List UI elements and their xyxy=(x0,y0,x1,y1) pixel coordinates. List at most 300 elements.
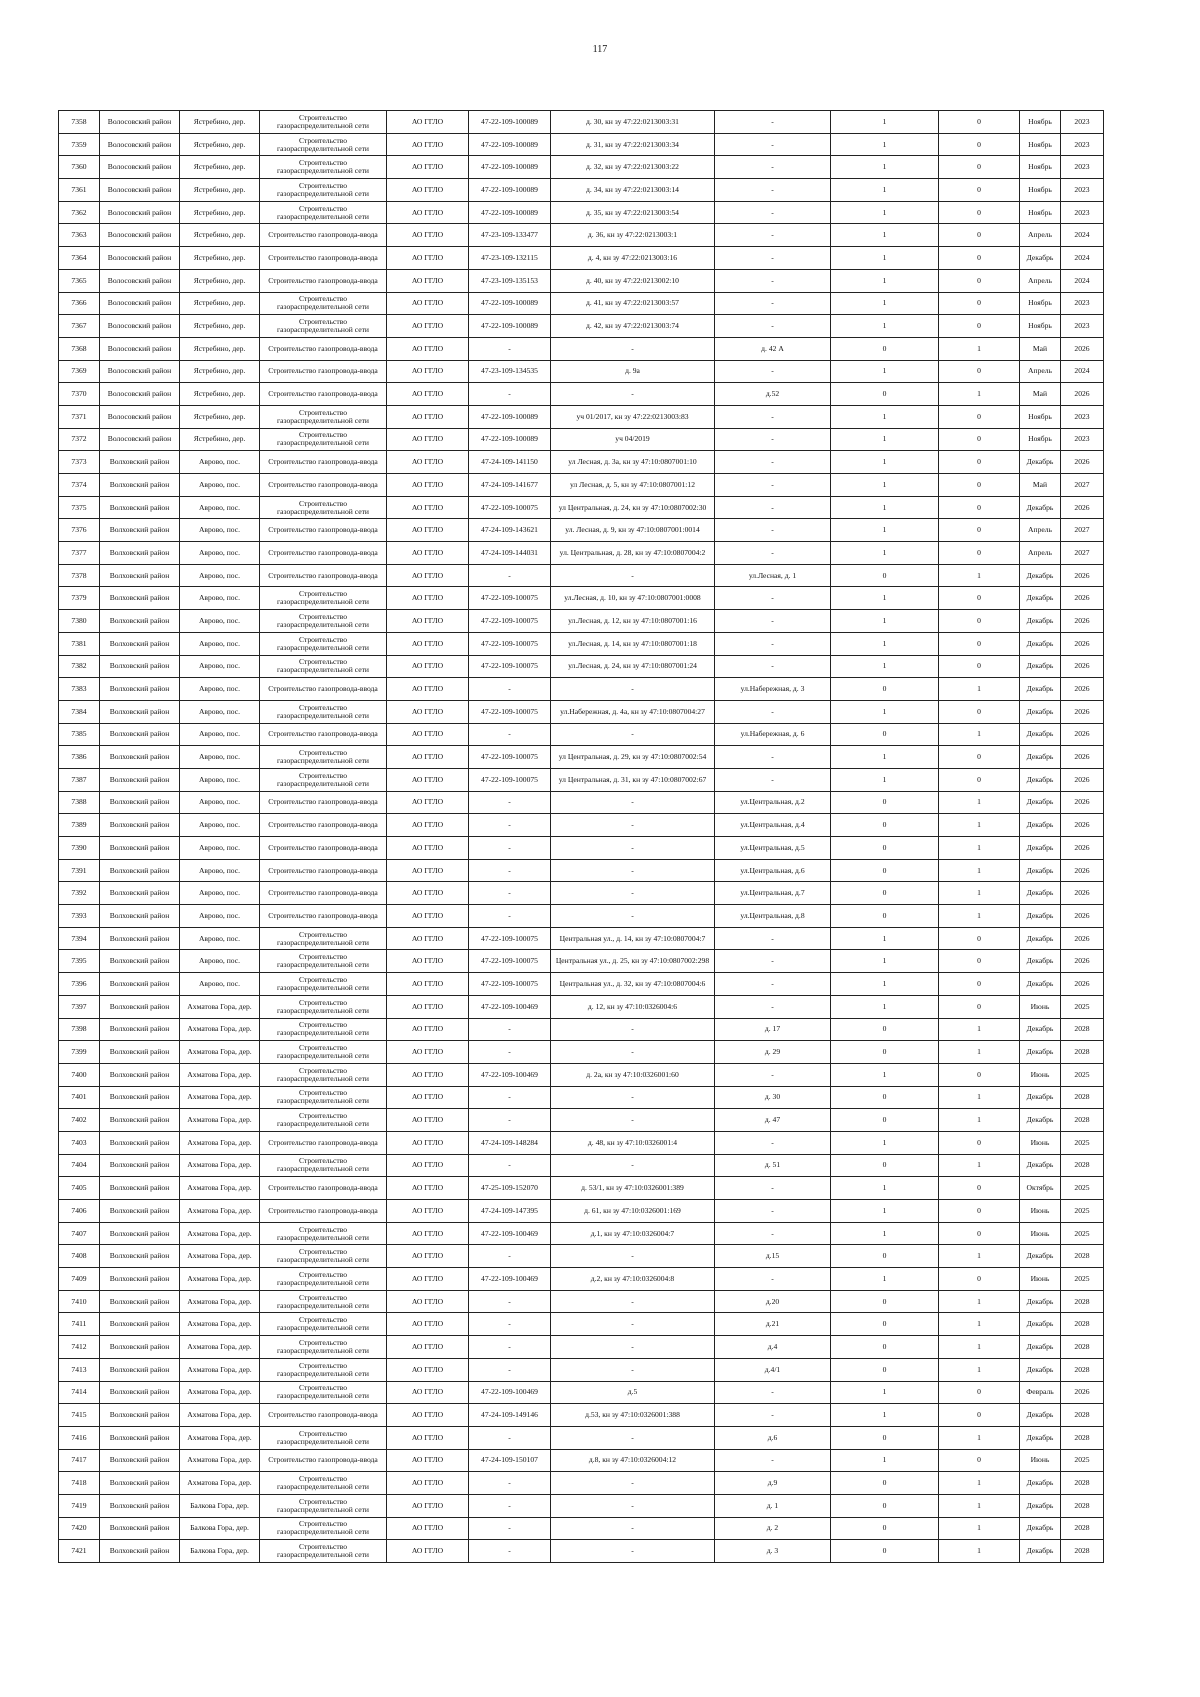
planned-count-cell: 0 xyxy=(939,179,1020,202)
district-cell: Волховский район xyxy=(100,950,180,973)
row-number-cell: 7379 xyxy=(59,587,100,610)
settlement-cell: Ястребино, дер. xyxy=(180,337,260,360)
application-number-cell: 47-23-109-135153 xyxy=(469,269,551,292)
object-address-cell: д.5 xyxy=(551,1381,715,1404)
connected-count-cell: 1 xyxy=(831,428,939,451)
connected-count-cell: 0 xyxy=(831,1336,939,1359)
settlement-cell: Аврово, пос. xyxy=(180,905,260,928)
table-row xyxy=(59,678,1104,701)
settlement-cell: Ястребино, дер. xyxy=(180,269,260,292)
organization-cell: АО ГГЛО xyxy=(387,1290,469,1313)
application-number-cell: - xyxy=(469,1290,551,1313)
month-cell: Декабрь xyxy=(1020,655,1061,678)
planned-count-cell: 0 xyxy=(939,133,1020,156)
planned-address-cell: д.21 xyxy=(715,1313,831,1336)
planned-address-cell: д.9 xyxy=(715,1472,831,1495)
settlement-cell: Аврово, пос. xyxy=(180,655,260,678)
object-address-cell: - xyxy=(551,814,715,837)
application-number-cell: - xyxy=(469,859,551,882)
year-cell: 2028 xyxy=(1061,1290,1104,1313)
month-cell: Декабрь xyxy=(1020,1404,1061,1427)
row-number-cell: 7399 xyxy=(59,1041,100,1064)
connected-count-cell: 0 xyxy=(831,1426,939,1449)
settlement-cell: Аврово, пос. xyxy=(180,610,260,633)
object-address-cell: ул Центральная, д. 29, кн зу 47:10:0807002:54 xyxy=(551,746,715,769)
month-cell: Апрель xyxy=(1020,360,1061,383)
row-number-cell: 7389 xyxy=(59,814,100,837)
organization-cell: АО ГГЛО xyxy=(387,111,469,134)
row-number-cell: 7418 xyxy=(59,1472,100,1495)
year-cell: 2023 xyxy=(1061,405,1104,428)
object-address-cell: - xyxy=(551,1154,715,1177)
connected-count-cell: 1 xyxy=(831,632,939,655)
district-cell: Волховский район xyxy=(100,859,180,882)
month-cell: Декабрь xyxy=(1020,587,1061,610)
table-row xyxy=(59,995,1104,1018)
object-address-cell: д. 32, кн зу 47:22:0213003:22 xyxy=(551,156,715,179)
month-cell: Апрель xyxy=(1020,519,1061,542)
organization-cell: АО ГГЛО xyxy=(387,610,469,633)
district-cell: Волховский район xyxy=(100,927,180,950)
planned-address-cell: - xyxy=(715,927,831,950)
planned-count-cell: 1 xyxy=(939,337,1020,360)
table-row xyxy=(59,474,1104,497)
planned-count-cell: 0 xyxy=(939,451,1020,474)
planned-count-cell: 0 xyxy=(939,1381,1020,1404)
planned-address-cell: - xyxy=(715,360,831,383)
connected-count-cell: 0 xyxy=(831,1540,939,1563)
planned-count-cell: 1 xyxy=(939,1245,1020,1268)
object-address-cell: д. 30, кн зу 47:22:0213003:31 xyxy=(551,111,715,134)
planned-address-cell: - xyxy=(715,269,831,292)
connected-count-cell: 1 xyxy=(831,1131,939,1154)
row-number-cell: 7367 xyxy=(59,315,100,338)
month-cell: Декабрь xyxy=(1020,496,1061,519)
district-cell: Волховский район xyxy=(100,1109,180,1132)
year-cell: 2028 xyxy=(1061,1313,1104,1336)
work-type-cell: Строительство газопровода-ввода xyxy=(260,1449,387,1472)
planned-address-cell: д. 51 xyxy=(715,1154,831,1177)
month-cell: Декабрь xyxy=(1020,791,1061,814)
organization-cell: АО ГГЛО xyxy=(387,905,469,928)
year-cell: 2026 xyxy=(1061,905,1104,928)
work-type-cell: Строительство газораспределительной сети xyxy=(260,587,387,610)
year-cell: 2024 xyxy=(1061,269,1104,292)
application-number-cell: - xyxy=(469,905,551,928)
work-type-cell: Строительство газопровода-ввода xyxy=(260,224,387,247)
table-row xyxy=(59,837,1104,860)
organization-cell: АО ГГЛО xyxy=(387,1245,469,1268)
district-cell: Волосовский район xyxy=(100,201,180,224)
settlement-cell: Ахматова Гора, дер. xyxy=(180,1472,260,1495)
work-type-cell: Строительство газораспределительной сети xyxy=(260,700,387,723)
organization-cell: АО ГГЛО xyxy=(387,133,469,156)
row-number-cell: 7412 xyxy=(59,1336,100,1359)
planned-address-cell: - xyxy=(715,700,831,723)
table-row xyxy=(59,1131,1104,1154)
month-cell: Июнь xyxy=(1020,1449,1061,1472)
settlement-cell: Балкова Гора, дер. xyxy=(180,1540,260,1563)
settlement-cell: Аврово, пос. xyxy=(180,746,260,769)
year-cell: 2026 xyxy=(1061,451,1104,474)
connected-count-cell: 1 xyxy=(831,1222,939,1245)
month-cell: Декабрь xyxy=(1020,1109,1061,1132)
organization-cell: АО ГГЛО xyxy=(387,723,469,746)
planned-count-cell: 0 xyxy=(939,1268,1020,1291)
work-type-cell: Строительство газораспределительной сети xyxy=(260,927,387,950)
connected-count-cell: 1 xyxy=(831,405,939,428)
month-cell: Декабрь xyxy=(1020,1517,1061,1540)
table-row xyxy=(59,1109,1104,1132)
planned-address-cell: д. 42 А xyxy=(715,337,831,360)
planned-address-cell: ул.Центральная, д.5 xyxy=(715,837,831,860)
month-cell: Декабрь xyxy=(1020,451,1061,474)
year-cell: 2027 xyxy=(1061,542,1104,565)
row-number-cell: 7382 xyxy=(59,655,100,678)
organization-cell: АО ГГЛО xyxy=(387,383,469,406)
settlement-cell: Аврово, пос. xyxy=(180,496,260,519)
object-address-cell: - xyxy=(551,1540,715,1563)
object-address-cell: - xyxy=(551,1426,715,1449)
settlement-cell: Ахматова Гора, дер. xyxy=(180,1086,260,1109)
work-type-cell: Строительство газораспределительной сети xyxy=(260,610,387,633)
planned-count-cell: 1 xyxy=(939,791,1020,814)
planned-address-cell: - xyxy=(715,1177,831,1200)
planned-address-cell: д.6 xyxy=(715,1426,831,1449)
connected-count-cell: 1 xyxy=(831,768,939,791)
planned-address-cell: ул.Центральная, д.4 xyxy=(715,814,831,837)
month-cell: Май xyxy=(1020,337,1061,360)
month-cell: Декабрь xyxy=(1020,247,1061,270)
organization-cell: АО ГГЛО xyxy=(387,1200,469,1223)
row-number-cell: 7421 xyxy=(59,1540,100,1563)
planned-count-cell: 1 xyxy=(939,564,1020,587)
table-row xyxy=(59,1290,1104,1313)
organization-cell: АО ГГЛО xyxy=(387,201,469,224)
year-cell: 2026 xyxy=(1061,791,1104,814)
application-number-cell: - xyxy=(469,1245,551,1268)
district-cell: Волховский район xyxy=(100,1494,180,1517)
organization-cell: АО ГГЛО xyxy=(387,337,469,360)
row-number-cell: 7376 xyxy=(59,519,100,542)
connected-count-cell: 0 xyxy=(831,1517,939,1540)
year-cell: 2028 xyxy=(1061,1336,1104,1359)
organization-cell: АО ГГЛО xyxy=(387,791,469,814)
work-type-cell: Строительство газопровода-ввода xyxy=(260,882,387,905)
planned-address-cell: д.52 xyxy=(715,383,831,406)
row-number-cell: 7397 xyxy=(59,995,100,1018)
row-number-cell: 7375 xyxy=(59,496,100,519)
application-number-cell: 47-22-109-100075 xyxy=(469,632,551,655)
connected-count-cell: 0 xyxy=(831,1041,939,1064)
month-cell: Ноябрь xyxy=(1020,292,1061,315)
row-number-cell: 7410 xyxy=(59,1290,100,1313)
connected-count-cell: 1 xyxy=(831,927,939,950)
planned-count-cell: 0 xyxy=(939,224,1020,247)
work-type-cell: Строительство газопровода-ввода xyxy=(260,1200,387,1223)
month-cell: Декабрь xyxy=(1020,1358,1061,1381)
settlement-cell: Аврово, пос. xyxy=(180,700,260,723)
table-row xyxy=(59,1313,1104,1336)
planned-address-cell: д.20 xyxy=(715,1290,831,1313)
district-cell: Волосовский район xyxy=(100,156,180,179)
connected-count-cell: 1 xyxy=(831,746,939,769)
table-row xyxy=(59,768,1104,791)
planned-count-cell: 1 xyxy=(939,859,1020,882)
table-row xyxy=(59,905,1104,928)
application-number-cell: 47-22-109-100469 xyxy=(469,1268,551,1291)
application-number-cell: - xyxy=(469,1154,551,1177)
application-number-cell: 47-23-109-133477 xyxy=(469,224,551,247)
month-cell: Декабрь xyxy=(1020,950,1061,973)
work-type-cell: Строительство газопровода-ввода xyxy=(260,905,387,928)
year-cell: 2023 xyxy=(1061,315,1104,338)
year-cell: 2027 xyxy=(1061,474,1104,497)
organization-cell: АО ГГЛО xyxy=(387,542,469,565)
planned-count-cell: 1 xyxy=(939,1313,1020,1336)
table-row xyxy=(59,405,1104,428)
month-cell: Декабрь xyxy=(1020,973,1061,996)
work-type-cell: Строительство газораспределительной сети xyxy=(260,1494,387,1517)
work-type-cell: Строительство газораспределительной сети xyxy=(260,315,387,338)
object-address-cell: ул.Лесная, д. 14, кн зу 47:10:0807001:18 xyxy=(551,632,715,655)
connected-count-cell: 1 xyxy=(831,111,939,134)
object-address-cell: д. 9а xyxy=(551,360,715,383)
district-cell: Волосовский район xyxy=(100,405,180,428)
month-cell: Ноябрь xyxy=(1020,111,1061,134)
month-cell: Ноябрь xyxy=(1020,428,1061,451)
planned-count-cell: 1 xyxy=(939,905,1020,928)
application-number-cell: - xyxy=(469,791,551,814)
table-row xyxy=(59,1540,1104,1563)
connected-count-cell: 1 xyxy=(831,1200,939,1223)
row-number-cell: 7372 xyxy=(59,428,100,451)
table-row xyxy=(59,1426,1104,1449)
object-address-cell: - xyxy=(551,1517,715,1540)
organization-cell: АО ГГЛО xyxy=(387,882,469,905)
connected-count-cell: 1 xyxy=(831,247,939,270)
planned-count-cell: 0 xyxy=(939,587,1020,610)
month-cell: Июнь xyxy=(1020,1222,1061,1245)
district-cell: Волосовский район xyxy=(100,315,180,338)
row-number-cell: 7411 xyxy=(59,1313,100,1336)
table-row xyxy=(59,1404,1104,1427)
table-row xyxy=(59,269,1104,292)
settlement-cell: Аврово, пос. xyxy=(180,927,260,950)
object-address-cell: - xyxy=(551,564,715,587)
connected-count-cell: 0 xyxy=(831,859,939,882)
table-row xyxy=(59,927,1104,950)
month-cell: Декабрь xyxy=(1020,1154,1061,1177)
object-address-cell: Центральная ул., д. 32, кн зу 47:10:0807004:6 xyxy=(551,973,715,996)
month-cell: Ноябрь xyxy=(1020,315,1061,338)
application-number-cell: - xyxy=(469,723,551,746)
planned-count-cell: 0 xyxy=(939,111,1020,134)
application-number-cell: 47-22-109-100089 xyxy=(469,315,551,338)
planned-address-cell: - xyxy=(715,768,831,791)
month-cell: Декабрь xyxy=(1020,746,1061,769)
application-number-cell: 47-22-109-100089 xyxy=(469,133,551,156)
object-address-cell: - xyxy=(551,337,715,360)
district-cell: Волховский район xyxy=(100,451,180,474)
settlement-cell: Ахматова Гора, дер. xyxy=(180,1245,260,1268)
organization-cell: АО ГГЛО xyxy=(387,814,469,837)
work-type-cell: Строительство газораспределительной сети xyxy=(260,768,387,791)
work-type-cell: Строительство газораспределительной сети xyxy=(260,1109,387,1132)
year-cell: 2024 xyxy=(1061,360,1104,383)
organization-cell: АО ГГЛО xyxy=(387,360,469,383)
work-type-cell: Строительство газопровода-ввода xyxy=(260,1177,387,1200)
table-row xyxy=(59,1449,1104,1472)
object-address-cell: ул Лесная, д. 5, кн зу 47:10:0807001:12 xyxy=(551,474,715,497)
organization-cell: АО ГГЛО xyxy=(387,496,469,519)
planned-address-cell: ул.Набережная, д. 3 xyxy=(715,678,831,701)
work-type-cell: Строительство газопровода-ввода xyxy=(260,519,387,542)
organization-cell: АО ГГЛО xyxy=(387,1358,469,1381)
year-cell: 2028 xyxy=(1061,1154,1104,1177)
connected-count-cell: 0 xyxy=(831,1086,939,1109)
planned-count-cell: 0 xyxy=(939,610,1020,633)
object-address-cell: - xyxy=(551,1336,715,1359)
district-cell: Волховский район xyxy=(100,723,180,746)
month-cell: Ноябрь xyxy=(1020,405,1061,428)
connected-count-cell: 1 xyxy=(831,292,939,315)
work-type-cell: Строительство газопровода-ввода xyxy=(260,1131,387,1154)
object-address-cell: д. 40, кн зу 47:22:0213002:10 xyxy=(551,269,715,292)
application-number-cell: 47-24-109-143621 xyxy=(469,519,551,542)
connected-count-cell: 0 xyxy=(831,1290,939,1313)
planned-count-cell: 1 xyxy=(939,383,1020,406)
planned-address-cell: д. 3 xyxy=(715,1540,831,1563)
object-address-cell: - xyxy=(551,1358,715,1381)
settlement-cell: Ястребино, дер. xyxy=(180,360,260,383)
planned-address-cell: - xyxy=(715,1449,831,1472)
work-type-cell: Строительство газораспределительной сети xyxy=(260,1540,387,1563)
district-cell: Волосовский район xyxy=(100,269,180,292)
year-cell: 2026 xyxy=(1061,814,1104,837)
year-cell: 2026 xyxy=(1061,337,1104,360)
organization-cell: АО ГГЛО xyxy=(387,1131,469,1154)
planned-count-cell: 0 xyxy=(939,156,1020,179)
object-address-cell: д. 4, кн зу 47:22:0213003:16 xyxy=(551,247,715,270)
connected-count-cell: 1 xyxy=(831,496,939,519)
application-number-cell: 47-24-109-147395 xyxy=(469,1200,551,1223)
row-number-cell: 7366 xyxy=(59,292,100,315)
table-row xyxy=(59,587,1104,610)
organization-cell: АО ГГЛО xyxy=(387,1404,469,1427)
planned-count-cell: 0 xyxy=(939,1222,1020,1245)
month-cell: Декабрь xyxy=(1020,1472,1061,1495)
connected-count-cell: 0 xyxy=(831,1245,939,1268)
table-row xyxy=(59,1381,1104,1404)
organization-cell: АО ГГЛО xyxy=(387,859,469,882)
planned-count-cell: 0 xyxy=(939,655,1020,678)
organization-cell: АО ГГЛО xyxy=(387,247,469,270)
row-number-cell: 7420 xyxy=(59,1517,100,1540)
table-row xyxy=(59,1517,1104,1540)
planned-count-cell: 1 xyxy=(939,837,1020,860)
work-type-cell: Строительство газораспределительной сети xyxy=(260,133,387,156)
settlement-cell: Ястребино, дер. xyxy=(180,224,260,247)
connected-count-cell: 1 xyxy=(831,973,939,996)
work-type-cell: Строительство газораспределительной сети xyxy=(260,1086,387,1109)
object-address-cell: ул.Лесная, д. 10, кн зу 47:10:0807001:0008 xyxy=(551,587,715,610)
year-cell: 2028 xyxy=(1061,1540,1104,1563)
object-address-cell: д.53, кн зу 47:10:0326001:388 xyxy=(551,1404,715,1427)
planned-count-cell: 0 xyxy=(939,995,1020,1018)
settlement-cell: Ястребино, дер. xyxy=(180,179,260,202)
planned-address-cell: - xyxy=(715,995,831,1018)
settlement-cell: Ахматова Гора, дер. xyxy=(180,1018,260,1041)
planned-count-cell: 1 xyxy=(939,1018,1020,1041)
application-number-cell: 47-22-109-100089 xyxy=(469,179,551,202)
row-number-cell: 7387 xyxy=(59,768,100,791)
planned-address-cell: - xyxy=(715,1200,831,1223)
row-number-cell: 7358 xyxy=(59,111,100,134)
connected-count-cell: 1 xyxy=(831,269,939,292)
year-cell: 2028 xyxy=(1061,1041,1104,1064)
object-address-cell: ул. Центральная, д. 28, кн зу 47:10:0807004:2 xyxy=(551,542,715,565)
connected-count-cell: 0 xyxy=(831,1494,939,1517)
planned-count-cell: 0 xyxy=(939,269,1020,292)
organization-cell: АО ГГЛО xyxy=(387,1018,469,1041)
row-number-cell: 7414 xyxy=(59,1381,100,1404)
planned-count-cell: 1 xyxy=(939,1540,1020,1563)
organization-cell: АО ГГЛО xyxy=(387,1086,469,1109)
table-row xyxy=(59,451,1104,474)
month-cell: Апрель xyxy=(1020,269,1061,292)
year-cell: 2026 xyxy=(1061,973,1104,996)
table-row xyxy=(59,1177,1104,1200)
year-cell: 2025 xyxy=(1061,1449,1104,1472)
month-cell: Декабрь xyxy=(1020,1041,1061,1064)
connected-count-cell: 0 xyxy=(831,882,939,905)
organization-cell: АО ГГЛО xyxy=(387,1154,469,1177)
row-number-cell: 7368 xyxy=(59,337,100,360)
settlement-cell: Ахматова Гора, дер. xyxy=(180,1222,260,1245)
row-number-cell: 7391 xyxy=(59,859,100,882)
application-number-cell: - xyxy=(469,1018,551,1041)
connected-count-cell: 0 xyxy=(831,905,939,928)
table-row xyxy=(59,950,1104,973)
district-cell: Волховский район xyxy=(100,1222,180,1245)
row-number-cell: 7388 xyxy=(59,791,100,814)
connected-count-cell: 0 xyxy=(831,337,939,360)
month-cell: Декабрь xyxy=(1020,814,1061,837)
object-address-cell: ул Лесная, д. 3а, кн зу 47:10:0807001:10 xyxy=(551,451,715,474)
object-address-cell: - xyxy=(551,1018,715,1041)
planned-address-cell: д. 30 xyxy=(715,1086,831,1109)
row-number-cell: 7365 xyxy=(59,269,100,292)
district-cell: Волховский район xyxy=(100,542,180,565)
organization-cell: АО ГГЛО xyxy=(387,292,469,315)
planned-address-cell: ул.Набережная, д. 6 xyxy=(715,723,831,746)
object-address-cell: - xyxy=(551,1086,715,1109)
work-type-cell: Строительство газораспределительной сети xyxy=(260,111,387,134)
connected-count-cell: 0 xyxy=(831,791,939,814)
year-cell: 2026 xyxy=(1061,564,1104,587)
month-cell: Апрель xyxy=(1020,542,1061,565)
district-cell: Волховский район xyxy=(100,1426,180,1449)
connected-count-cell: 1 xyxy=(831,519,939,542)
organization-cell: АО ГГЛО xyxy=(387,1336,469,1359)
district-cell: Волховский район xyxy=(100,791,180,814)
organization-cell: АО ГГЛО xyxy=(387,1494,469,1517)
work-type-cell: Строительство газораспределительной сети xyxy=(260,156,387,179)
district-cell: Волосовский район xyxy=(100,133,180,156)
table-row xyxy=(59,315,1104,338)
object-address-cell: д. 12, кн зу 47:10:0326004:6 xyxy=(551,995,715,1018)
